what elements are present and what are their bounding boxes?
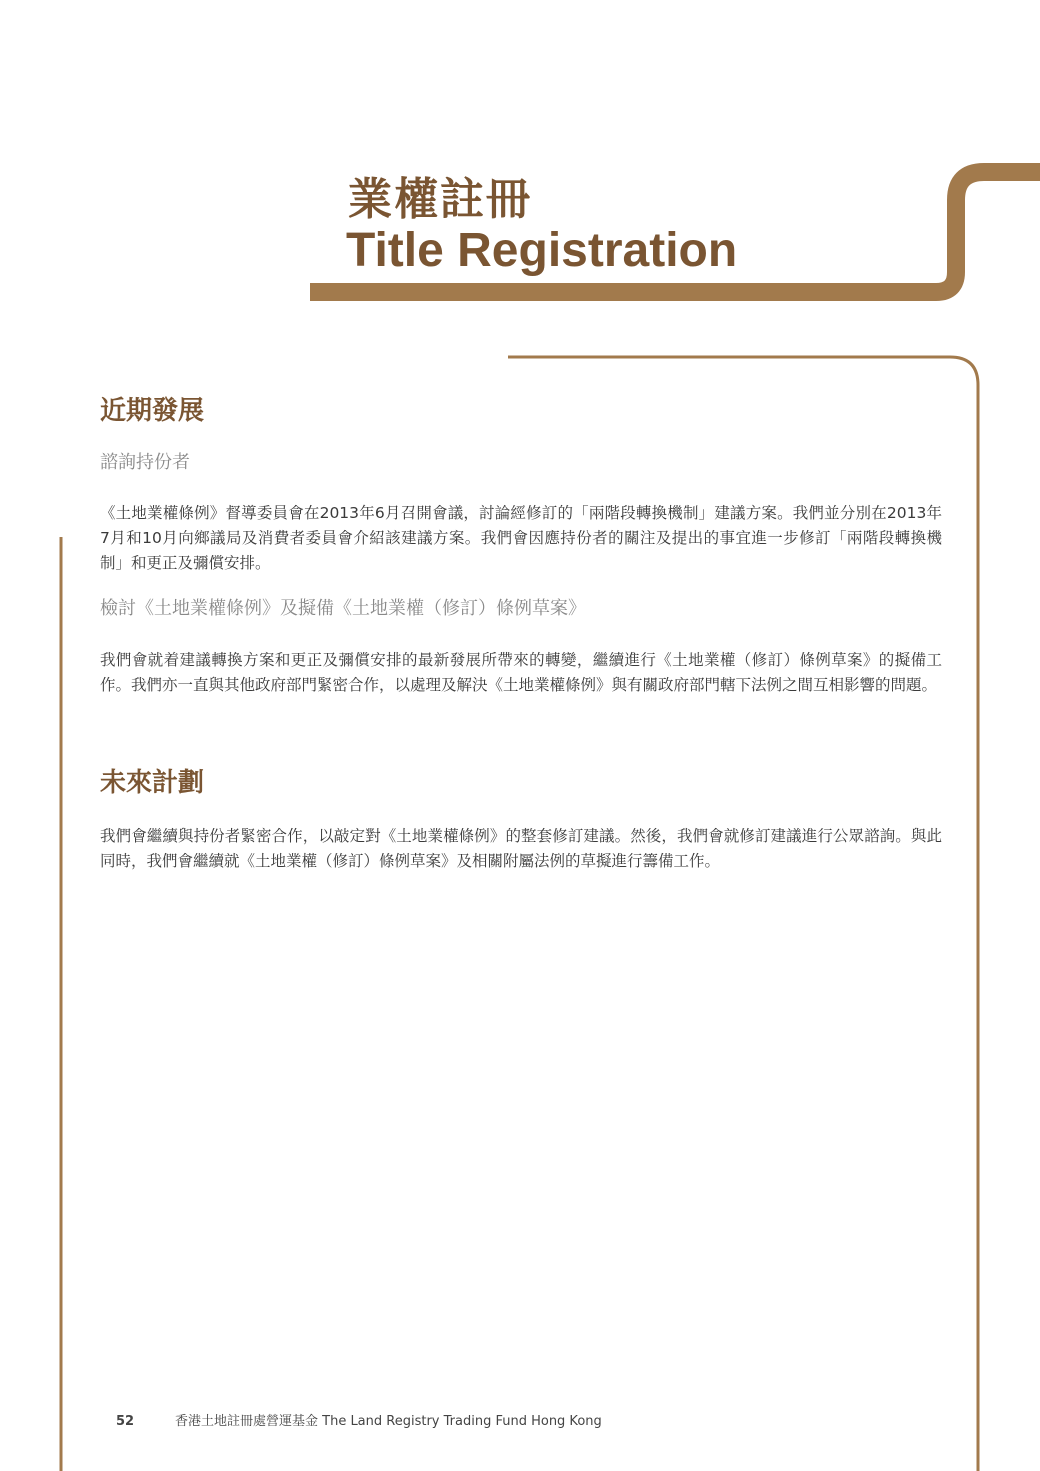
footer-organization: 香港土地註冊處營運基金 The Land Registry Trading Fund Hong Kong <box>175 1414 602 1429</box>
paragraph-future-plans: 我們會繼續與持份者緊密合作，以敲定對《土地業權條例》的整套修訂建議。然後，我們會就修訂建議進行公眾諮詢。與此同時，我們會繼續就《土地業權（修訂）條例草案》及相關附屬法例的草擬進行籌備工作。 <box>100 827 942 870</box>
paragraph-ordinance-review: 我們會就着建議轉換方案和更正及彌償安排的最新發展所帶來的轉變，繼續進行《土地業權（修訂）條例草案》的擬備工作。我們亦一直與其他政府部門緊密合作，以處理及解決《土地業權條例》與有關政府部門轄下法例之間互相影響的問題。 <box>100 651 942 694</box>
subheading-ordinance-review: 檢討《土地業權條例》及擬備《土地業權（修訂）條例草案》 <box>100 598 586 619</box>
section-heading-future: 未來計劃 <box>100 768 205 798</box>
paragraph-consultation: 《土地業權條例》督導委員會在2013年6月召開會議，討論經修訂的「兩階段轉換機制」建議方案。我們並分別在2013年7月和10月向鄉議局及消費者委員會介紹該建議方案。我們會因應持份者的關注及提出的事宜進一步修訂「兩階段轉換機制」和更正及彌償安排。 <box>100 504 942 572</box>
page-title-english: Title Registration <box>346 224 738 277</box>
page-title-chinese: 業權註冊 <box>348 174 532 225</box>
section-heading-recent: 近期發展 <box>100 396 205 426</box>
subheading-stakeholder-consultation: 諮詢持份者 <box>100 452 190 473</box>
page-number: 52 <box>116 1414 135 1429</box>
